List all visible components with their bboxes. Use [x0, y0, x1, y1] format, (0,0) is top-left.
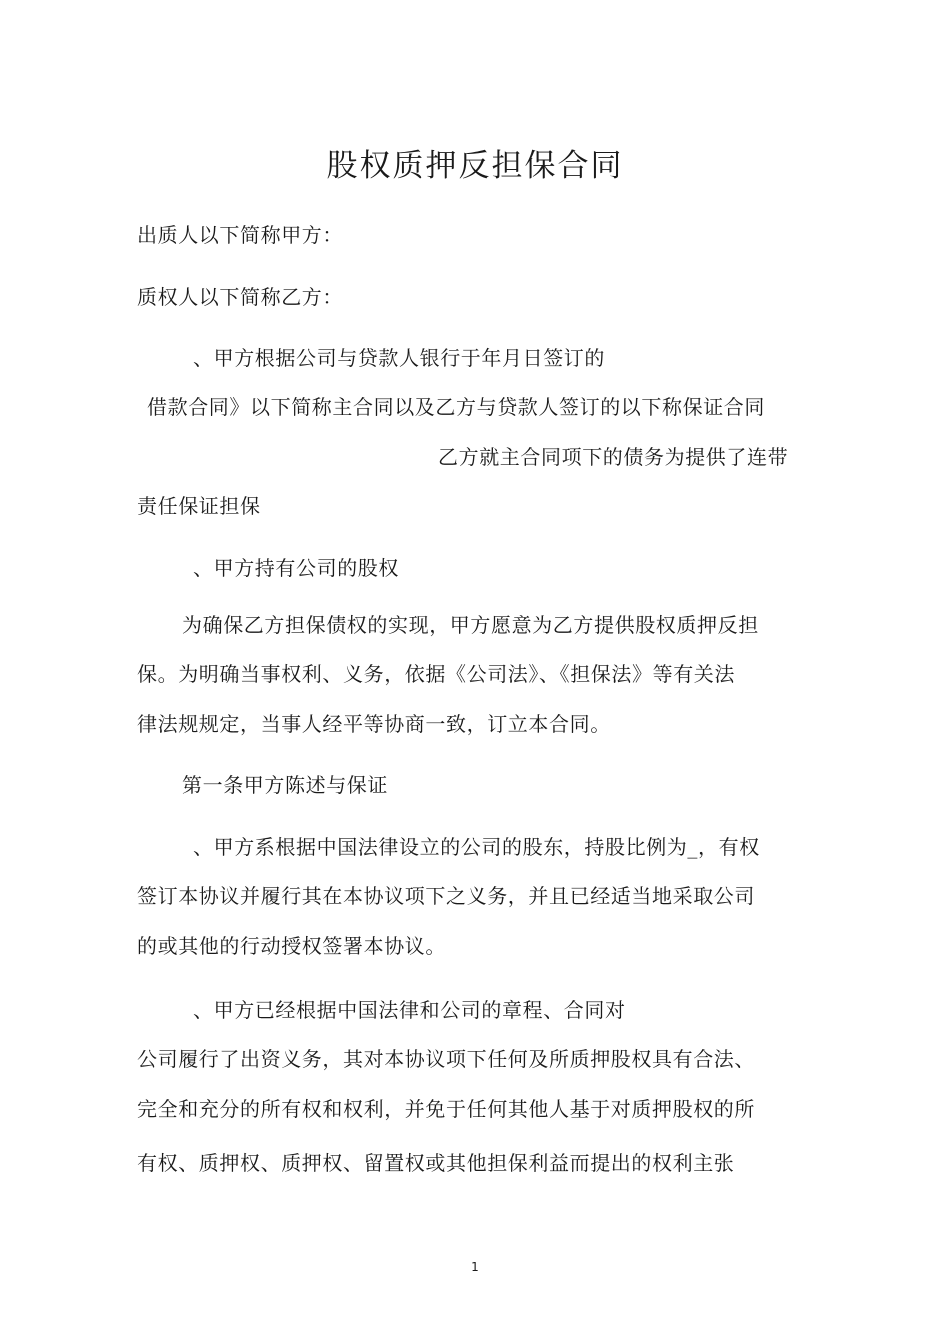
purpose-line2: 保。为明确当事权利、义务，依据《公司法》、《担保法》等有关法 — [137, 662, 735, 686]
clause1-line1: 、甲方根据公司与贷款人银行于年月日签订的 — [193, 346, 605, 370]
clause1-line4: 责任保证担保 — [137, 494, 261, 518]
clause2-line: 、甲方持有公司的股权 — [193, 556, 399, 580]
party-a-line: 出质人以下简称甲方： — [137, 223, 343, 247]
article1-heading: 第一条甲方陈述与保证 — [182, 773, 388, 797]
document-title: 股权质押反担保合同 — [326, 148, 624, 184]
article1-item2-line3: 完全和充分的所有权和权利，并免于任何其他人基于对质押股权的所 — [137, 1097, 755, 1121]
page-number: 1 — [471, 1260, 479, 1274]
article1-item1-line1: 、甲方系根据中国法律设立的公司的股东，持股比例为_，有权 — [193, 835, 760, 859]
article1-item2-line2: 公司履行了出资义务，其对本协议项下任何及所质押股权具有合法、 — [137, 1047, 755, 1071]
article1-item2-line1: 、甲方已经根据中国法律和公司的章程、合同对 — [193, 998, 626, 1022]
article1-item1-line2: 签订本协议并履行其在本协议项下之义务，并且已经适当地采取公司 — [137, 884, 755, 908]
clause1-line3: 乙方就主合同项下的债务为提供了连带 — [438, 445, 789, 469]
party-b-line: 质权人以下简称乙方： — [137, 285, 343, 309]
article1-item1-line3: 的或其他的行动授权签署本协议。 — [137, 934, 446, 958]
purpose-line3: 律法规规定，当事人经平等协商一致，订立本合同。 — [137, 712, 611, 736]
article1-item2-line4: 有权、质押权、质押权、留置权或其他担保利益而提出的权利主张 — [137, 1151, 735, 1175]
clause1-line2: 借款合同》以下简称主合同以及乙方与贷款人签订的以下称保证合同 — [147, 395, 765, 419]
purpose-line1: 为确保乙方担保债权的实现，甲方愿意为乙方提供股权质押反担 — [182, 613, 759, 637]
